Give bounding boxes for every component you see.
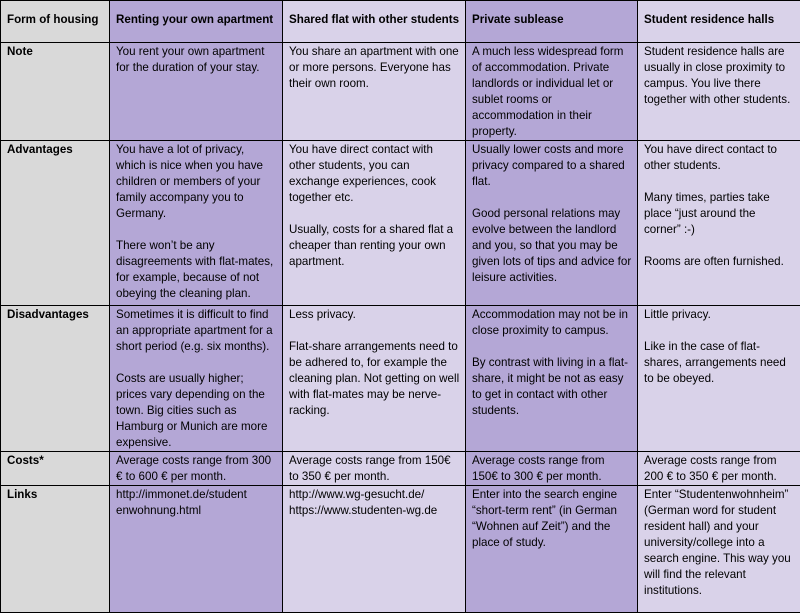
note-cell-residence: [638, 43, 800, 141]
disadvantages-row: [1, 306, 800, 452]
disadvantages-cell-sublease: [466, 306, 638, 452]
disadvantages-sublease-para-1: Accommodation may not be in close proximity to campus.: [472, 307, 632, 339]
note-cell-sublease: [466, 43, 638, 141]
costs-cell-sublease: [466, 452, 638, 486]
advantages-cell-shared-flat: [283, 141, 466, 306]
links-cell-renting: [110, 486, 283, 613]
note-residence-text: Student residence halls are usually in close proximity to campus. You live there together with other students.: [644, 44, 795, 108]
disadvantages-cell-shared-flat: [283, 306, 466, 452]
advantages-renting-para-2: There won’t be any disagreements with flat-mates, for example, because of not obeying the cleaning plan.: [116, 238, 277, 302]
advantages-shared-flat-para-1: You have direct contact with other students, you can exchange experiences, cook together etc.: [289, 142, 460, 206]
disadvantages-residence-para-1: Little privacy.: [644, 307, 795, 323]
costs-cell-shared-flat: [283, 452, 466, 486]
costs-shared-flat-text: Average costs range from 150€ to 350 € per month.: [289, 453, 460, 485]
header-row: [1, 1, 800, 43]
disadvantages-cell-renting: [110, 306, 283, 452]
disadvantages-shared-flat-para-1: Less privacy.: [289, 307, 460, 323]
note-renting-text: You rent your own apartment for the duration of your stay.: [116, 44, 277, 76]
advantages-row: [1, 141, 800, 306]
costs-residence-text: Average costs range from 200 € to 350 € per month.: [644, 453, 795, 485]
links-cell-shared-flat: [283, 486, 466, 613]
advantages-shared-flat-para-2: Usually, costs for a shared flat a cheaper than renting your own apartment.: [289, 222, 460, 270]
links-sublease-text: Enter into the search engine “short-term rent” (in German “Wohnen auf Zeit”) and the place of study.: [472, 487, 632, 551]
costs-row: [1, 452, 800, 486]
links-cell-sublease: [466, 486, 638, 613]
disadvantages-renting-para-2: Costs are usually higher; prices vary depending on the town. Big cities such as Hamburg or Munich are more expensive.: [116, 371, 277, 451]
row-label-note: Note: [1, 43, 110, 141]
links-cell-residence: [638, 486, 800, 613]
disadvantages-residence-para-2: Like in the case of flat-shares, arrangements need to be obeyed.: [644, 339, 795, 387]
header-student-residence-halls: Student residence halls: [638, 1, 800, 43]
costs-cell-residence: [638, 452, 800, 486]
advantages-cell-sublease: [466, 141, 638, 306]
note-sublease-text: A much less widespread form of accommodation. Private landlords or individual let or sublet rooms or accommodation in their property.: [472, 44, 632, 140]
advantages-cell-renting: [110, 141, 283, 306]
disadvantages-shared-flat-para-2: Flat-share arrangements need to be adhered to, for example the cleaning plan. Not getting on well with flat-mates may be nerve-racking.: [289, 339, 460, 419]
row-label-advantages: Advantages: [1, 141, 110, 306]
header-shared-flat: Shared flat with other students: [283, 1, 466, 43]
disadvantages-renting-para-1: Sometimes it is difficult to find an appropriate apartment for a short period (e.g. six months).: [116, 307, 277, 355]
note-row: [1, 43, 800, 141]
row-label-costs: Costs*: [1, 452, 110, 486]
advantages-residence-para-2: Many times, parties take place “just around the corner” :-): [644, 190, 795, 238]
links-row: [1, 486, 800, 613]
advantages-cell-residence: [638, 141, 800, 306]
advantages-sublease-para-2: Good personal relations may evolve between the landlord and you, so that you may be given lots of tips and advice for leisure activities.: [472, 206, 632, 286]
costs-cell-renting: [110, 452, 283, 486]
row-label-links: Links: [1, 486, 110, 613]
links-renting-url[interactable]: http://immonet.de/student enwohnung.html: [116, 487, 277, 519]
advantages-residence-para-1: You have direct contact to other students.: [644, 142, 795, 174]
note-shared-flat-text: You share an apartment with one or more persons. Everyone has their own room.: [289, 44, 460, 92]
advantages-residence-para-3: Rooms are often furnished.: [644, 254, 795, 270]
note-cell-renting: [110, 43, 283, 141]
header-form-of-housing: Form of housing: [1, 1, 110, 43]
disadvantages-sublease-para-2: By contrast with living in a flat-share, it might be not as easy to get in contact with other students.: [472, 355, 632, 419]
header-private-sublease: Private sublease: [466, 1, 638, 43]
disadvantages-cell-residence: [638, 306, 800, 452]
links-residence-text: Enter “Studentenwohnheim” (German word for student resident hall) and your university/college into a search engine. This way you will find the relevant institutions.: [644, 487, 795, 599]
costs-sublease-text: Average costs range from 150€ to 300 € per month.: [472, 453, 632, 485]
note-cell-shared-flat: [283, 43, 466, 141]
costs-renting-text: Average costs range from 300 € to 600 € per month.: [116, 453, 277, 485]
advantages-sublease-para-1: Usually lower costs and more privacy compared to a shared flat.: [472, 142, 632, 190]
header-renting-own-apartment: Renting your own apartment: [110, 1, 283, 43]
advantages-renting-para-1: You have a lot of privacy, which is nice when you have children or members of your family accompany you to Germany.: [116, 142, 277, 222]
links-shared-flat-urls[interactable]: http://www.wg-gesucht.de/ https://www.studenten-wg.de: [289, 487, 460, 519]
row-label-disadvantages: Disadvantages: [1, 306, 110, 452]
